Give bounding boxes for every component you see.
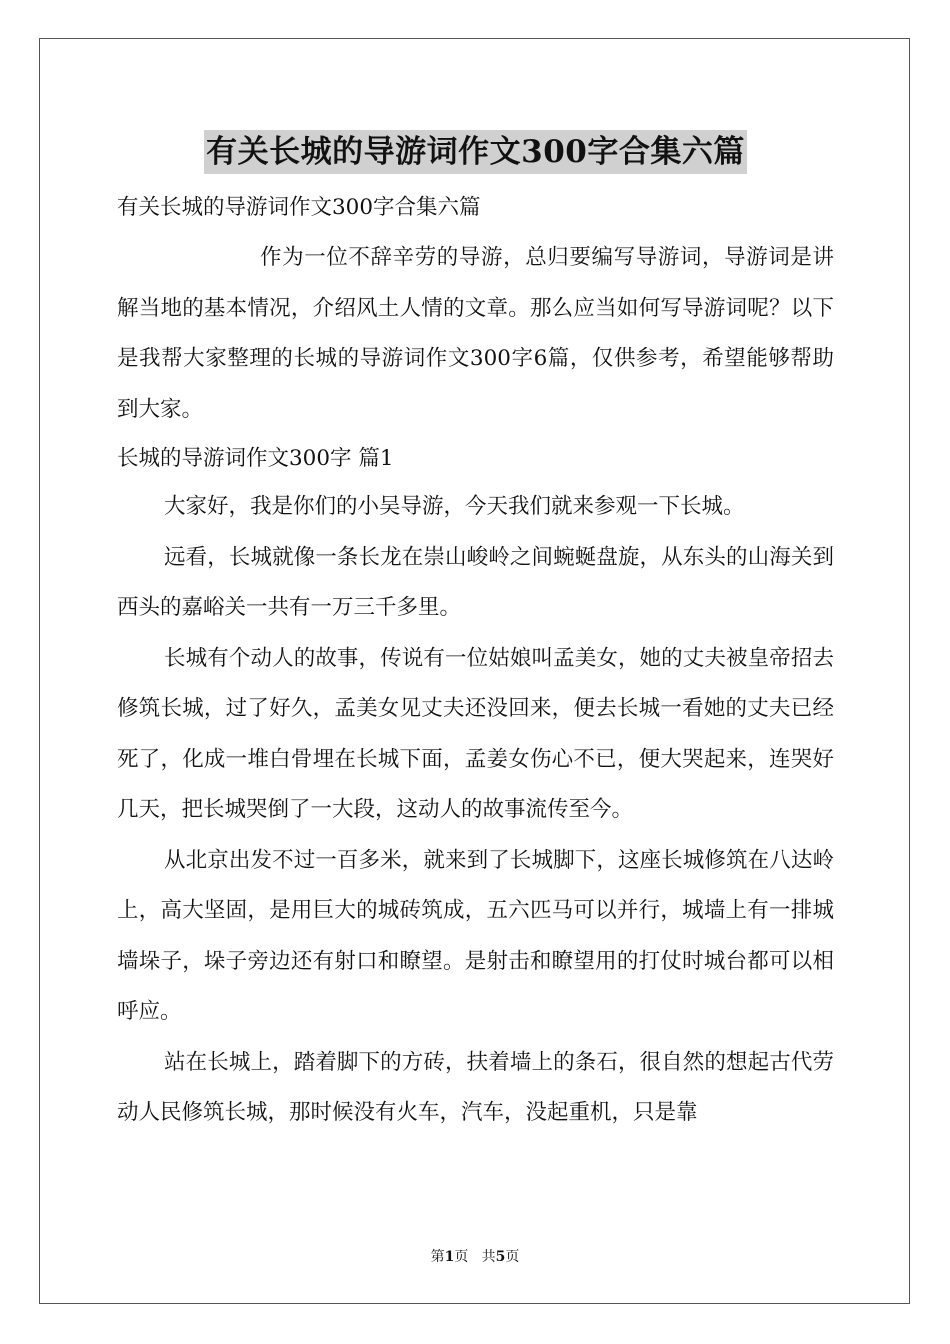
- footer-page-current: 1: [444, 1249, 455, 1265]
- section-heading: 长城的导游词作文300字 篇1: [117, 446, 394, 471]
- body-paragraph-5: 站在长城上，踏着脚下的方砖，扶着墙上的条石，很自然的想起古代劳动人民修筑长城，那时候没有火车，汽车，没起重机，只是靠: [117, 1049, 834, 1125]
- document-title: 有关长城的导游词作文300字合集六篇: [204, 130, 747, 174]
- intro-paragraph: 作为一位不辞辛劳的导游，总归要编写导游词，导游词是讲解当地的基本情况，介绍风土人情的文章。那么应当如何写导游词呢？以下是我帮大家整理的长城的导游词作文300字6篇，仅供参考，希望能够帮助到大家。: [117, 245, 834, 422]
- body-paragraph-2: 远看，长城就像一条长龙在崇山峻岭之间蜿蜒盘旋，从东头的山海关到西头的嘉峪关一共有一万三千多里。: [117, 544, 834, 620]
- body-paragraph-3: 长城有个动人的故事，传说有一位姑娘叫孟美女，她的丈夫被皇帝招去修筑长城，过了好久，孟美女见丈夫还没回来，便去长城一看她的丈夫已经死了，化成一堆白骨埋在长城下面，孟姜女伤心不已，便大哭起来，连哭好几天，把长城哭倒了一大段，这动人的故事流传至今。: [117, 645, 834, 822]
- footer-page-total: 5: [495, 1249, 506, 1265]
- body-paragraph-4: 从北京出发不过一百多米，就来到了长城脚下，这座长城修筑在八达岭上，高大坚固，是用巨大的城砖筑成，五六匹马可以并行，城墙上有一排城墙垛子，垛子旁边还有射口和瞭望。是射击和瞭望用的打仗时城台都可以相呼应。: [117, 847, 834, 1024]
- body-paragraph-1: 大家好，我是你们的小吴导游，今天我们就来参观一下长城。: [164, 494, 745, 519]
- footer-page-suffix: 页: [505, 1249, 520, 1265]
- document-subtitle: 有关长城的导游词作文300字合集六篇: [117, 195, 481, 220]
- page-footer: [0, 1246, 950, 1266]
- document-body: [117, 118, 834, 1139]
- title-wrapper: [117, 130, 834, 174]
- footer-page-mid: 页 共: [454, 1249, 496, 1265]
- footer-page-prefix: 第: [430, 1249, 445, 1265]
